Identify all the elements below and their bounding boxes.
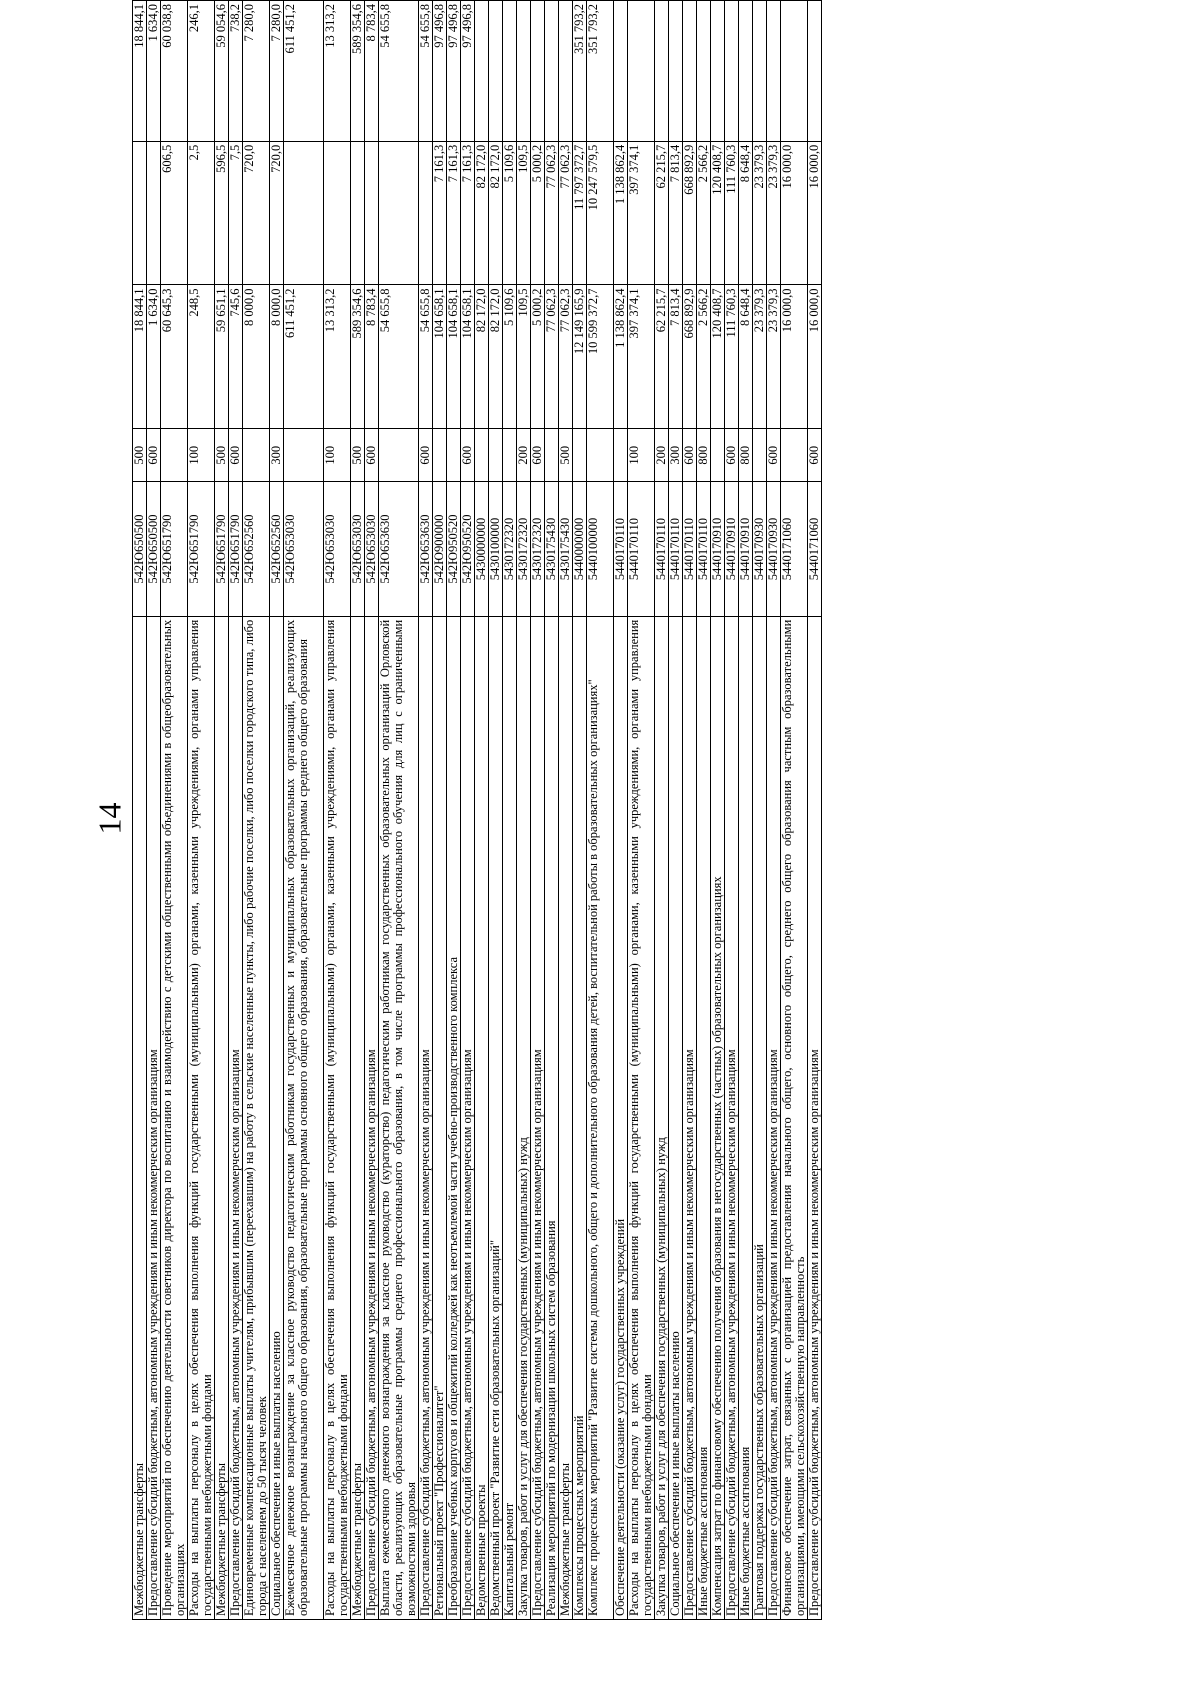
target-code-cell: 5440170110 <box>697 482 711 616</box>
amount-total-cell: 8 000,0 <box>270 285 284 429</box>
amount-col2-cell: 10 247 579,5 <box>587 141 614 285</box>
table-row <box>545 1 559 1620</box>
table-row <box>215 1 229 1620</box>
row-name-cell: Ведомственные проекты <box>475 616 489 1619</box>
row-name-cell: Предоставление субсидий бюджетным, автономным учреждениям и иным некоммерческим организациям <box>147 616 161 1619</box>
row-name-cell: Финансовое обеспечение затрат, связанных с организацией предоставления начального общего, основного общего, среднего общего образования частным образовательными организациями, имеющими сельскохозяйственную направленность <box>781 616 808 1619</box>
amount-col3-cell: 54 655,8 <box>419 1 433 142</box>
amount-col3-cell: 351 793,2 <box>573 1 587 142</box>
amount-total-cell: 668 892,9 <box>683 285 697 429</box>
expense-type-cell: 500 <box>351 429 365 482</box>
amount-col3-cell <box>475 1 489 142</box>
amount-total-cell: 54 655,8 <box>379 285 419 429</box>
target-code-cell: 542Ю653030 <box>284 482 324 616</box>
row-name-cell: Предоставление субсидий бюджетным, автономным учреждениям и иным некоммерческим организациям <box>461 616 475 1619</box>
table-row <box>531 1 545 1620</box>
row-name-cell: Комплекс процессных мероприятий "Развитие системы дошкольного, общего и дополнительного образования детей, воспитательной работы в образовательных организациях" <box>587 616 614 1619</box>
table-row <box>503 1 517 1620</box>
amount-col2-cell: 668 892,9 <box>683 141 697 285</box>
table-row <box>419 1 433 1620</box>
expense-type-cell: 500 <box>215 429 229 482</box>
amount-col2-cell: 82 172,0 <box>475 141 489 285</box>
amount-total-cell: 1 634,0 <box>147 285 161 429</box>
amount-col2-cell: 5 000,2 <box>531 141 545 285</box>
row-name-cell: Предоставление субсидий бюджетным, автономным учреждениям и иным некоммерческим организациям <box>419 616 433 1619</box>
row-name-cell: Региональный проект "Профессионалитет" <box>433 616 447 1619</box>
amount-total-cell: 82 172,0 <box>489 285 503 429</box>
amount-col2-cell: 8 648,4 <box>739 141 753 285</box>
expense-type-cell <box>161 429 188 482</box>
table-row <box>229 1 243 1620</box>
row-name-cell: Обеспечение деятельности (оказание услуг) государственных учреждений <box>614 616 628 1619</box>
row-name-cell: Межбюджетные трансферты <box>559 616 573 1619</box>
amount-total-cell: 16 000,0 <box>781 285 808 429</box>
table-row <box>697 1 711 1620</box>
amount-col3-cell <box>697 1 711 142</box>
expense-type-cell: 600 <box>808 429 822 482</box>
amount-col3-cell: 8 783,4 <box>365 1 379 142</box>
amount-col2-cell <box>419 141 433 285</box>
table-row <box>559 1 573 1620</box>
table-row <box>243 1 270 1620</box>
amount-total-cell: 5 109,6 <box>503 285 517 429</box>
table-row <box>351 1 365 1620</box>
amount-col3-cell: 59 054,6 <box>215 1 229 142</box>
amount-col2-cell: 109,5 <box>517 141 531 285</box>
expense-type-cell <box>614 429 628 482</box>
row-name-cell: Закупка товаров, работ и услуг для обеспечения государственных (муниципальных) нужд <box>655 616 669 1619</box>
target-code-cell: 5430000000 <box>475 482 489 616</box>
row-name-cell: Расходы на выплаты персоналу в целях обеспечения выполнения функций государственными (муниципальными) органами, казенными учреждениями, органами управления государственными внебюджетными фондами <box>188 616 215 1619</box>
amount-col3-cell <box>739 1 753 142</box>
target-code-cell: 5440170930 <box>753 482 767 616</box>
expense-type-cell: 300 <box>270 429 284 482</box>
amount-col2-cell: 77 062,3 <box>545 141 559 285</box>
row-name-cell: Ежемесячное денежное вознаграждение за классное руководство педагогическим работникам государственных и муниципальных образовательных организаций, реализующих образовательные программы начального общего образования, образовательные программы основного общего образования, образовательные программы среднего общего образования <box>284 616 324 1619</box>
table-row <box>517 1 531 1620</box>
target-code-cell: 5430100000 <box>489 482 503 616</box>
target-code-cell: 5430175430 <box>545 482 559 616</box>
expense-type-cell: 300 <box>669 429 683 482</box>
amount-col2-cell: 82 172,0 <box>489 141 503 285</box>
row-name-cell: Реализация мероприятий по модернизации школьных систем образования <box>545 616 559 1619</box>
amount-total-cell: 248,5 <box>188 285 215 429</box>
expense-type-cell: 600 <box>683 429 697 482</box>
target-code-cell: 542Ю650500 <box>147 482 161 616</box>
target-code-cell: 542Ю650500 <box>133 482 147 616</box>
table-row <box>475 1 489 1620</box>
expense-type-cell: 800 <box>739 429 753 482</box>
amount-col3-cell <box>559 1 573 142</box>
expense-type-cell: 500 <box>133 429 147 482</box>
amount-col2-cell: 23 379,3 <box>767 141 781 285</box>
target-code-cell: 542Ю651790 <box>229 482 243 616</box>
table-row <box>725 1 739 1620</box>
row-name-cell: Межбюджетные трансферты <box>133 616 147 1619</box>
target-code-cell: 542Ю651790 <box>215 482 229 616</box>
row-name-cell: Закупка товаров, работ и услуг для обеспечения государственных (муниципальных) нужд <box>517 616 531 1619</box>
table-row <box>573 1 587 1620</box>
amount-total-cell: 2 566,2 <box>697 285 711 429</box>
amount-col3-cell <box>545 1 559 142</box>
expense-type-cell: 100 <box>324 429 351 482</box>
table-row <box>270 1 284 1620</box>
table-row <box>628 1 655 1620</box>
amount-total-cell: 5 000,2 <box>531 285 545 429</box>
expense-type-cell: 200 <box>517 429 531 482</box>
table-row <box>133 1 147 1620</box>
amount-total-cell: 10 599 372,7 <box>587 285 614 429</box>
table-row <box>447 1 461 1620</box>
target-code-cell: 5440171060 <box>808 482 822 616</box>
target-code-cell: 542Ю653030 <box>351 482 365 616</box>
expense-type-cell <box>447 429 461 482</box>
amount-col3-cell <box>808 1 822 142</box>
table-row <box>739 1 753 1620</box>
expense-type-cell: 600 <box>767 429 781 482</box>
amount-col2-cell: 7 161,3 <box>447 141 461 285</box>
amount-col2-cell: 397 374,1 <box>628 141 655 285</box>
amount-total-cell: 745,6 <box>229 285 243 429</box>
row-name-cell: Социальное обеспечение и иные выплаты населению <box>669 616 683 1619</box>
amount-total-cell: 611 451,2 <box>284 285 324 429</box>
expense-type-cell <box>433 429 447 482</box>
row-name-cell: Расходы на выплаты персоналу в целях обеспечения выполнения функций государственными (муниципальными) органами, казенными учреждениями, органами управления государственными внебюджетными фондами <box>628 616 655 1619</box>
row-name-cell: Грантовая поддержка государственных образовательных организаций <box>753 616 767 1619</box>
table-row <box>767 1 781 1620</box>
amount-col2-cell: 16 000,0 <box>808 141 822 285</box>
amount-total-cell: 8 783,4 <box>365 285 379 429</box>
amount-col2-cell <box>147 141 161 285</box>
row-name-cell: Выплата ежемесячного денежного вознаграждения за классное руководство (кураторство) педагогическим работникам государственных образовательных организаций Орловской области, реализующих образовательные программы среднего профессионального образования, в том числе программы профессионального обучения для лиц с ограниченными возможностями здоровья <box>379 616 419 1619</box>
target-code-cell: 5440170910 <box>725 482 739 616</box>
amount-col3-cell: 589 354,6 <box>351 1 365 142</box>
target-code-cell: 5430172320 <box>531 482 545 616</box>
amount-total-cell: 8 000,0 <box>243 285 270 429</box>
amount-col3-cell <box>711 1 725 142</box>
amount-col2-cell: 7 813,4 <box>669 141 683 285</box>
target-code-cell: 542Ю653030 <box>324 482 351 616</box>
budget-table-body <box>133 1 822 1620</box>
amount-col2-cell <box>379 141 419 285</box>
amount-col2-cell: 23 379,3 <box>753 141 767 285</box>
expense-type-cell <box>475 429 489 482</box>
amount-total-cell: 12 149 165,9 <box>573 285 587 429</box>
row-name-cell: Предоставление субсидий бюджетным, автономным учреждениям и иным некоммерческим организациям <box>229 616 243 1619</box>
row-name-cell: Иные бюджетные ассигнования <box>697 616 711 1619</box>
row-name-cell: Единовременные компенсационные выплаты учителям, прибывшим (переехавшим) на работу в сельские населенные пункты, либо рабочие поселки, либо поселки городского типа, либо города с населением до 50 тысяч человек <box>243 616 270 1619</box>
amount-total-cell: 59 651,1 <box>215 285 229 429</box>
amount-col3-cell <box>767 1 781 142</box>
amount-col3-cell <box>725 1 739 142</box>
expense-type-cell: 500 <box>559 429 573 482</box>
amount-total-cell: 77 062,3 <box>559 285 573 429</box>
amount-col3-cell: 7 280,0 <box>270 1 284 142</box>
row-name-cell: Предоставление субсидий бюджетным, автономным учреждениям и иным некоммерческим организациям <box>725 616 739 1619</box>
expense-type-cell <box>753 429 767 482</box>
amount-total-cell: 589 354,6 <box>351 285 365 429</box>
target-code-cell: 5430172320 <box>503 482 517 616</box>
table-row <box>147 1 161 1620</box>
expense-type-cell <box>503 429 517 482</box>
amount-col2-cell: 2 566,2 <box>697 141 711 285</box>
amount-col3-cell <box>781 1 808 142</box>
table-row <box>365 1 379 1620</box>
budget-table-wrapper <box>132 0 1106 1620</box>
target-code-cell: 5440170110 <box>683 482 697 616</box>
amount-total-cell: 109,5 <box>517 285 531 429</box>
table-row <box>379 1 419 1620</box>
amount-col3-cell: 351 793,2 <box>587 1 614 142</box>
table-row <box>324 1 351 1620</box>
expense-type-cell: 600 <box>461 429 475 482</box>
amount-col3-cell <box>669 1 683 142</box>
row-name-cell: Проведение мероприятий по обеспечению деятельности советников директора по воспитанию и взаимодействию с детскими общественными объединениями в общеобразовательных организациях <box>161 616 188 1619</box>
amount-col3-cell <box>531 1 545 142</box>
amount-col2-cell <box>284 141 324 285</box>
target-code-cell: 542Ю950520 <box>447 482 461 616</box>
row-name-cell: Преобразование учебных корпусов и общежитий колледжей как неотъемлемой части учебно-производственного комплекса <box>447 616 461 1619</box>
target-code-cell: 542Ю653630 <box>379 482 419 616</box>
table-row <box>781 1 808 1620</box>
amount-total-cell: 397 374,1 <box>628 285 655 429</box>
expense-type-cell <box>573 429 587 482</box>
amount-col2-cell: 7,5 <box>229 141 243 285</box>
amount-col3-cell: 97 496,8 <box>447 1 461 142</box>
amount-col3-cell <box>655 1 669 142</box>
target-code-cell: 542Ю651790 <box>161 482 188 616</box>
target-code-cell: 5430172320 <box>517 482 531 616</box>
target-code-cell: 542Ю653030 <box>365 482 379 616</box>
amount-col2-cell: 11 797 372,7 <box>573 141 587 285</box>
target-code-cell: 542Ю652560 <box>270 482 284 616</box>
amount-col3-cell: 1 634,0 <box>147 1 161 142</box>
row-name-cell: Предоставление субсидий бюджетным, автономным учреждениям и иным некоммерческим организациям <box>683 616 697 1619</box>
table-row <box>587 1 614 1620</box>
amount-total-cell: 8 648,4 <box>739 285 753 429</box>
expense-type-cell: 600 <box>365 429 379 482</box>
amount-col3-cell: 54 655,8 <box>379 1 419 142</box>
amount-col2-cell: 2,5 <box>188 141 215 285</box>
amount-col2-cell: 77 062,3 <box>559 141 573 285</box>
amount-col3-cell: 611 451,2 <box>284 1 324 142</box>
row-name-cell: Предоставление субсидий бюджетным, автономным учреждениям и иным некоммерческим организациям <box>808 616 822 1619</box>
target-code-cell: 5440170110 <box>614 482 628 616</box>
table-row <box>433 1 447 1620</box>
amount-col3-cell: 97 496,8 <box>433 1 447 142</box>
amount-col3-cell: 18 844,1 <box>133 1 147 142</box>
row-name-cell: Иные бюджетные ассигнования <box>739 616 753 1619</box>
amount-col2-cell: 720,0 <box>243 141 270 285</box>
target-code-cell: 542Ю950520 <box>461 482 475 616</box>
expense-type-cell <box>284 429 324 482</box>
amount-total-cell: 23 379,3 <box>753 285 767 429</box>
table-row <box>655 1 669 1620</box>
table-row <box>188 1 215 1620</box>
expense-type-cell: 100 <box>188 429 215 482</box>
amount-total-cell: 1 138 862,4 <box>614 285 628 429</box>
table-row <box>284 1 324 1620</box>
amount-col2-cell <box>351 141 365 285</box>
amount-col2-cell <box>133 141 147 285</box>
table-row <box>753 1 767 1620</box>
amount-col2-cell: 7 161,3 <box>461 141 475 285</box>
expense-type-cell <box>781 429 808 482</box>
target-code-cell: 5440170110 <box>628 482 655 616</box>
target-code-cell: 5440171060 <box>781 482 808 616</box>
budget-table <box>132 0 822 1620</box>
row-name-cell: Предоставление субсидий бюджетным, автономным учреждениям и иным некоммерческим организациям <box>365 616 379 1619</box>
amount-total-cell: 104 658,1 <box>433 285 447 429</box>
expense-type-cell <box>711 429 725 482</box>
expense-type-cell: 600 <box>725 429 739 482</box>
amount-col3-cell <box>489 1 503 142</box>
amount-col3-cell: 738,2 <box>229 1 243 142</box>
expense-type-cell <box>243 429 270 482</box>
target-code-cell: 542Ю900000 <box>433 482 447 616</box>
expense-type-cell <box>545 429 559 482</box>
table-row <box>161 1 188 1620</box>
amount-col2-cell: 62 215,7 <box>655 141 669 285</box>
amount-total-cell: 54 655,8 <box>419 285 433 429</box>
row-name-cell: Капитальный ремонт <box>503 616 517 1619</box>
amount-col3-cell: 97 496,8 <box>461 1 475 142</box>
expense-type-cell: 600 <box>419 429 433 482</box>
expense-type-cell <box>489 429 503 482</box>
amount-col2-cell: 1 138 862,4 <box>614 141 628 285</box>
row-name-cell: Предоставление субсидий бюджетным, автономным учреждениям и иным некоммерческим организациям <box>531 616 545 1619</box>
target-code-cell: 5430175430 <box>559 482 573 616</box>
target-code-cell: 5440170910 <box>739 482 753 616</box>
target-code-cell: 5440170110 <box>655 482 669 616</box>
table-row <box>489 1 503 1620</box>
row-name-cell: Межбюджетные трансферты <box>215 616 229 1619</box>
target-code-cell: 542Ю652560 <box>243 482 270 616</box>
amount-total-cell: 16 000,0 <box>808 285 822 429</box>
amount-col3-cell <box>503 1 517 142</box>
target-code-cell: 542Ю653630 <box>419 482 433 616</box>
amount-col3-cell <box>628 1 655 142</box>
target-code-cell: 542Ю651790 <box>188 482 215 616</box>
expense-type-cell <box>379 429 419 482</box>
target-code-cell: 5440100000 <box>587 482 614 616</box>
amount-col3-cell: 246,1 <box>188 1 215 142</box>
expense-type-cell: 600 <box>531 429 545 482</box>
amount-col3-cell: 13 313,2 <box>324 1 351 142</box>
amount-col2-cell: 16 000,0 <box>781 141 808 285</box>
amount-col3-cell <box>683 1 697 142</box>
amount-col2-cell: 5 109,6 <box>503 141 517 285</box>
expense-type-cell: 800 <box>697 429 711 482</box>
amount-col3-cell <box>753 1 767 142</box>
amount-total-cell: 104 658,1 <box>447 285 461 429</box>
amount-col2-cell <box>324 141 351 285</box>
amount-total-cell: 82 172,0 <box>475 285 489 429</box>
amount-col3-cell: 60 038,8 <box>161 1 188 142</box>
amount-total-cell: 62 215,7 <box>655 285 669 429</box>
amount-total-cell: 13 313,2 <box>324 285 351 429</box>
amount-col3-cell: 7 280,0 <box>243 1 270 142</box>
table-row <box>461 1 475 1620</box>
amount-total-cell: 120 408,7 <box>711 285 725 429</box>
page-number: 14 <box>91 802 128 835</box>
row-name-cell: Компенсация затрат по финансовому обеспечению получения образования в негосударственных (частных) образовательных организациях <box>711 616 725 1619</box>
amount-col2-cell: 120 408,7 <box>711 141 725 285</box>
amount-col2-cell: 606,5 <box>161 141 188 285</box>
target-code-cell: 5440000000 <box>573 482 587 616</box>
table-row <box>711 1 725 1620</box>
expense-type-cell: 100 <box>628 429 655 482</box>
table-row <box>669 1 683 1620</box>
amount-col2-cell: 596,5 <box>215 141 229 285</box>
target-code-cell: 5440170910 <box>711 482 725 616</box>
expense-type-cell <box>587 429 614 482</box>
amount-col3-cell <box>614 1 628 142</box>
amount-col2-cell: 111 760,3 <box>725 141 739 285</box>
amount-total-cell: 104 658,1 <box>461 285 475 429</box>
table-row <box>808 1 822 1620</box>
table-row <box>614 1 628 1620</box>
amount-col2-cell: 7 161,3 <box>433 141 447 285</box>
target-code-cell: 5440170110 <box>669 482 683 616</box>
amount-total-cell: 7 813,4 <box>669 285 683 429</box>
row-name-cell: Расходы на выплаты персоналу в целях обеспечения выполнения функций государственными (муниципальными) органами, казенными учреждениями, органами управления государственными внебюджетными фондами <box>324 616 351 1619</box>
amount-col3-cell <box>517 1 531 142</box>
row-name-cell: Ведомственный проект "Развитие сети образовательных организаций" <box>489 616 503 1619</box>
amount-total-cell: 60 645,3 <box>161 285 188 429</box>
row-name-cell: Комплексы процессных мероприятий <box>573 616 587 1619</box>
row-name-cell: Предоставление субсидий бюджетным, автономным учреждениям и иным некоммерческим организациям <box>767 616 781 1619</box>
amount-total-cell: 23 379,3 <box>767 285 781 429</box>
expense-type-cell: 200 <box>655 429 669 482</box>
amount-col2-cell: 720,0 <box>270 141 284 285</box>
amount-total-cell: 111 760,3 <box>725 285 739 429</box>
expense-type-cell: 600 <box>147 429 161 482</box>
table-row <box>683 1 697 1620</box>
row-name-cell: Межбюджетные трансферты <box>351 616 365 1619</box>
amount-total-cell: 77 062,3 <box>545 285 559 429</box>
amount-total-cell: 18 844,1 <box>133 285 147 429</box>
target-code-cell: 5440170930 <box>767 482 781 616</box>
row-name-cell: Социальное обеспечение и иные выплаты населению <box>270 616 284 1619</box>
amount-col2-cell <box>365 141 379 285</box>
expense-type-cell: 600 <box>229 429 243 482</box>
